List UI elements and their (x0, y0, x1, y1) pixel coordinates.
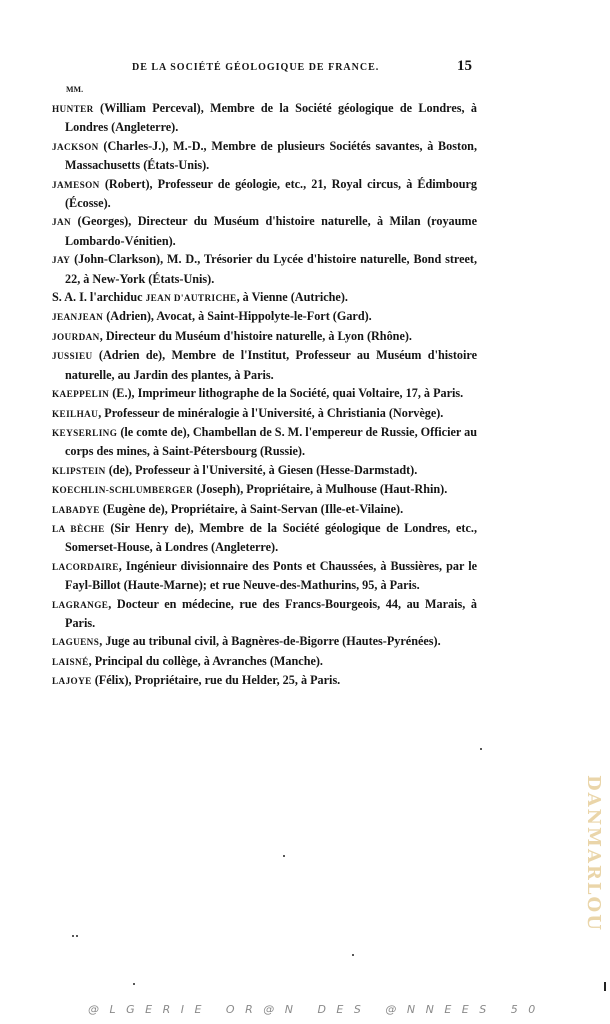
member-name: KOECHLIN-SCHLUMBERGER (52, 485, 194, 496)
member-entry (52, 500, 477, 519)
member-name: JOURDAN (52, 331, 100, 342)
member-name: LACORDAIRE (52, 561, 119, 572)
member-details: (de), Professeur à l'Université, à Giesen (Hesse-Darmstadt). (105, 462, 418, 477)
member-details: (Félix), Propriétaire, rue du Helder, 25, à Paris. (91, 673, 341, 688)
member-details: , Principal du collège, à Avranches (Manche). (88, 653, 323, 668)
member-name: KEYSERLING (52, 427, 118, 438)
member-details: (le comte de), Chambellan de S. M. l'empereur de Russie, Officier au corps des mines, à Saint-Pétersbourg (Russie). (65, 424, 477, 459)
member-name: KEILHAU (52, 408, 99, 419)
member-entry (52, 384, 477, 403)
print-speck (72, 935, 74, 937)
member-entry (52, 175, 477, 213)
member-details: , Ingénieur divisionnaire des Ponts et Chaussées, à Bussières, par le Fayl-Billot (Haute-Marne); et rue Neuve-des-Mathurins, 95, à Paris. (65, 558, 477, 593)
print-speck (480, 748, 482, 750)
member-name: KAEPPELIN (52, 389, 110, 400)
member-entry (52, 461, 477, 480)
member-name: LAJOYE (52, 676, 92, 687)
section-letters: MM. (66, 85, 84, 94)
corner-mark (604, 982, 606, 991)
footer-credit: @LGERIE OR@N DES @NNEES 50 (88, 1003, 546, 1016)
member-entry (52, 423, 477, 461)
member-name: JAY (52, 255, 71, 266)
member-details: (Sir Henry de), Membre de la Société géologique de Londres, etc., Somerset-House, à Londres (Angleterre). (65, 520, 477, 555)
member-details: , Professeur de minéralogie à l'Université, à Christiania (Norvège). (98, 405, 444, 420)
member-details: (Charles-J.), M.-D., Membre de plusieurs Sociétés savantes, à Boston, Massachusetts (États-Unis). (65, 138, 477, 173)
print-speck (133, 983, 135, 985)
member-name: JACKSON (52, 141, 99, 152)
member-details: , Juge au tribunal civil, à Bagnères-de-Bigorre (Hautes-Pyrénées). (99, 634, 441, 649)
watermark: DANMARLOU (583, 775, 604, 932)
member-list (52, 99, 477, 691)
member-details: (Eugène de), Propriétaire, à Saint-Servan (Ille-et-Vilaine). (99, 501, 404, 516)
member-name: LAGRANGE (52, 599, 109, 610)
member-entry (52, 557, 477, 595)
member-name: JEANJEAN (52, 312, 104, 323)
print-speck (283, 855, 285, 857)
member-entry (52, 327, 477, 346)
member-entry (52, 595, 477, 633)
running-header: DE LA SOCIÉTÉ GÉOLOGIQUE DE FRANCE. (132, 62, 380, 73)
member-name: JAN (52, 217, 72, 228)
member-entry (52, 250, 477, 288)
member-name: LABADYE (52, 504, 100, 515)
member-details: , Directeur du Muséum d'histoire naturelle, à Lyon (Rhône). (99, 328, 412, 343)
print-speck (352, 954, 354, 956)
entry-prefix: S. A. I. l'archiduc (52, 290, 146, 305)
member-details: (Joseph), Propriétaire, à Mulhouse (Haut-Rhin). (193, 482, 448, 497)
member-entry (52, 404, 477, 423)
member-details: (Adrien de), Membre de l'Institut, Professeur au Muséum d'histoire naturelle, au Jardin des plantes, à Paris. (65, 348, 477, 382)
member-details: (John-Clarkson), M. D., Trésorier du Lycée d'histoire naturelle, Bond street, 22, à New-York (États-Unis). (65, 252, 477, 286)
member-entry (52, 632, 477, 651)
member-entry (52, 671, 477, 690)
member-entry (52, 346, 477, 384)
page-number: 15 (457, 58, 472, 74)
member-name: JAMESON (52, 179, 100, 190)
member-details: (E.), Imprimeur lithographe de la Société, quai Voltaire, 17, à Paris. (109, 386, 464, 401)
member-entry (52, 480, 477, 499)
member-entry (52, 137, 477, 175)
member-details: , Docteur en médecine, rue des Francs-Bourgeois, 44, au Marais, à Paris. (65, 596, 477, 630)
member-details: (William Perceval), Membre de la Société géologique de Londres, à Londres (Angleterre). (65, 101, 477, 135)
print-speck (76, 935, 78, 937)
member-name: JEAN D'AUTRICHE (145, 293, 237, 304)
member-entry (52, 212, 477, 250)
member-entry (52, 99, 477, 137)
member-name: KLIPSTEIN (52, 465, 106, 476)
member-name: LA BÈCHE (52, 523, 105, 534)
member-details: (Robert), Professeur de géologie, etc., 21, Royal circus, à Édimbourg (Écosse). (65, 176, 477, 211)
member-name: JUSSIEU (52, 351, 93, 362)
member-entry (52, 307, 477, 326)
member-name: LAGUENS (52, 637, 100, 648)
member-entry (52, 519, 477, 557)
member-details: , à Vienne (Autriche). (236, 290, 348, 305)
member-name: LAISNÉ (52, 656, 89, 667)
member-entry (52, 652, 477, 671)
member-details: (Georges), Directeur du Muséum d'histoire naturelle, à Milan (royaume Lombardo-Vénitien). (65, 214, 477, 248)
member-name: HUNTER (52, 104, 94, 114)
member-entry (52, 288, 477, 307)
member-details: (Adrien), Avocat, à Saint-Hippolyte-le-Fort (Gard). (103, 309, 372, 324)
